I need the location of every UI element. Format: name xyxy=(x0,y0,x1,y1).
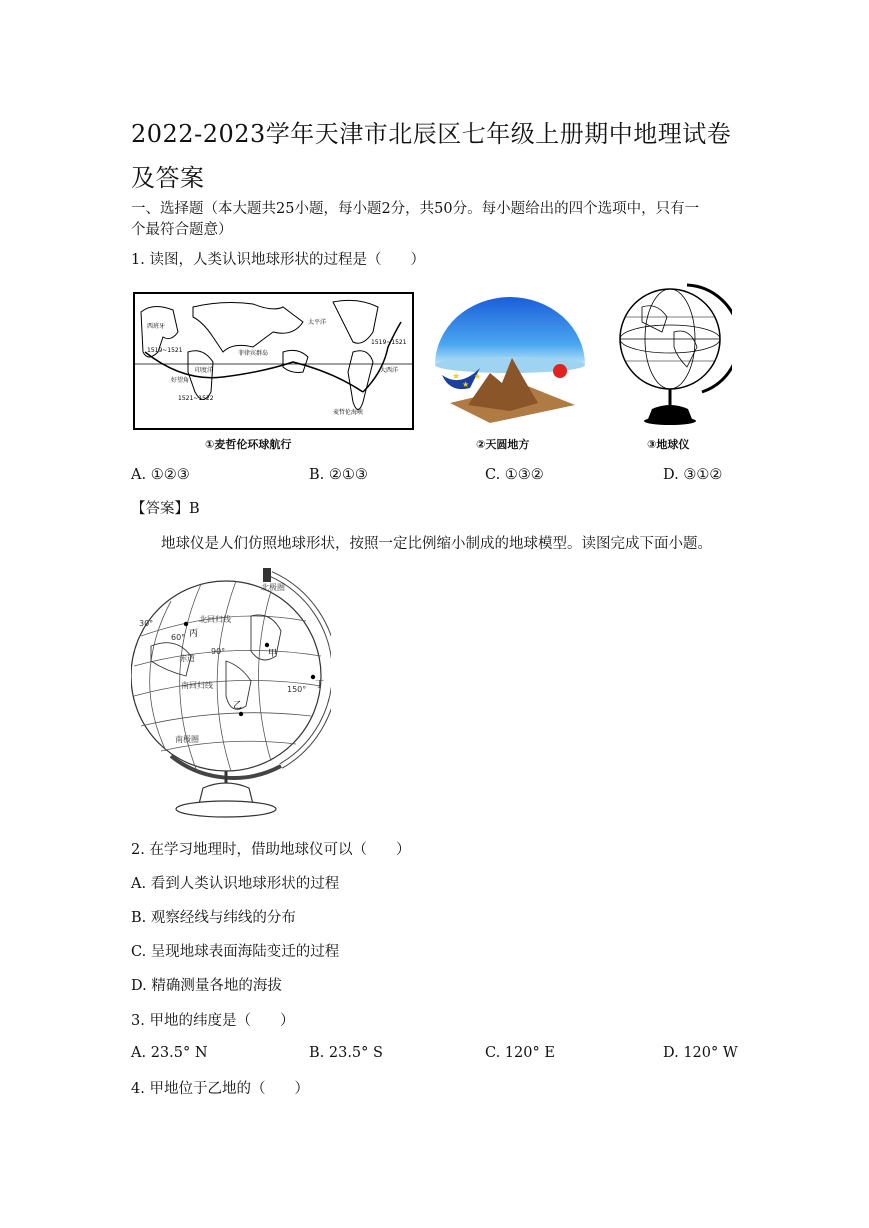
q3-option-c: C. 120° E xyxy=(485,1045,555,1061)
section-heading-line2: 个最符合题意） xyxy=(131,222,233,238)
caption-2: ②天圆地方 xyxy=(476,438,530,451)
q2-option-c: C. 呈现地球表面海陆变迁的过程 xyxy=(131,944,340,960)
q3-option-a: A. 23.5° N xyxy=(131,1045,208,1061)
svg-text:★: ★ xyxy=(474,372,482,381)
globe-illustration xyxy=(131,566,331,824)
globe-point-yi: 乙 xyxy=(233,701,243,711)
map-label-atlantic: 大西洋 xyxy=(380,367,399,374)
map-label-spain: 西班牙 xyxy=(147,323,166,330)
svg-text:★: ★ xyxy=(452,372,461,382)
map-label-philippines: 菲律宾群岛 xyxy=(238,350,269,357)
map-label-cape: 好望角 xyxy=(171,377,190,384)
q2-option-a: A. 看到人类认识地球形状的过程 xyxy=(131,876,340,892)
q1-option-d: D. ③①② xyxy=(663,467,723,483)
q1-answer: 【答案】B xyxy=(131,501,200,517)
map-label-indian-ocean: 印度洋 xyxy=(195,367,214,374)
q2-stem: 2. 在学习地理时，借助地球仪可以（ ） xyxy=(131,842,411,858)
sky-earth-illustration xyxy=(430,293,590,428)
globe-label-90: 90° xyxy=(211,647,226,656)
q1-option-a: A. ①②③ xyxy=(131,467,190,483)
q3-option-d: D. 120° W xyxy=(663,1045,738,1061)
page-title: 2022-2023学年天津市北辰区七年级上册期中地理试卷及答案 xyxy=(131,120,732,192)
map-label-year-3: 1519~1521 xyxy=(371,339,407,346)
map-label-year-1: 1519~1521 xyxy=(147,347,183,354)
passage: 地球仪是人们仿照地球形状，按照一定比例缩小制成的地球模型。读图完成下面小题。 xyxy=(161,536,712,552)
section-heading-line1: 一、选择题（本大题共25小题，每小题2分，共50分。每小题给出的四个选项中，只有一 xyxy=(131,201,700,217)
globe-label-antarctic: 南极圈 xyxy=(175,735,199,744)
globe-label-north-pole: 北极圈 xyxy=(261,583,285,592)
globe-label-tropic-cancer: 北回归线 xyxy=(199,615,231,624)
globe-label-equator: 赤道 xyxy=(179,654,195,663)
caption-3: ③地球仪 xyxy=(647,438,690,451)
globe-point-ding: 丁 xyxy=(315,680,325,690)
q2-option-d: D. 精确测量各地的海拔 xyxy=(131,978,282,994)
q1-option-b: B. ②①③ xyxy=(309,467,368,483)
map-label-year-2: 1521~1522 xyxy=(178,395,214,402)
map-label-magellan-strait: 麦哲伦海峡 xyxy=(333,409,364,416)
globe-point-jia: 甲 xyxy=(268,649,278,659)
globe-point-bing: 丙 xyxy=(189,629,199,639)
globe-figure xyxy=(131,566,331,824)
q1-option-c: C. ①③② xyxy=(485,467,544,483)
sky-earth-figure xyxy=(430,293,590,428)
q1-stem: 1. 读图，人类认识地球形状的过程是（ ） xyxy=(131,252,425,268)
q2-option-b: B. 观察经线与纬线的分布 xyxy=(131,910,296,926)
q3-stem: 3. 甲地的纬度是（ ） xyxy=(131,1013,295,1029)
map-label-pacific: 太平洋 xyxy=(308,319,327,326)
globe-label-tropic-capricorn: 南回归线 xyxy=(181,681,213,690)
caption-1: ①麦哲伦环球航行 xyxy=(205,438,292,451)
svg-text:★: ★ xyxy=(462,380,470,389)
magellan-map-figure xyxy=(133,292,414,432)
globe-label-150: 150° xyxy=(287,685,307,694)
small-globe-figure xyxy=(612,277,732,432)
q3-option-b: B. 23.5° S xyxy=(309,1045,383,1061)
small-globe xyxy=(612,277,732,432)
magellan-map xyxy=(133,292,414,432)
q4-stem: 4. 甲地位于乙地的（ ） xyxy=(131,1081,309,1097)
globe-label-60: 60° xyxy=(171,633,186,642)
globe-label-30: 30° xyxy=(139,619,154,628)
